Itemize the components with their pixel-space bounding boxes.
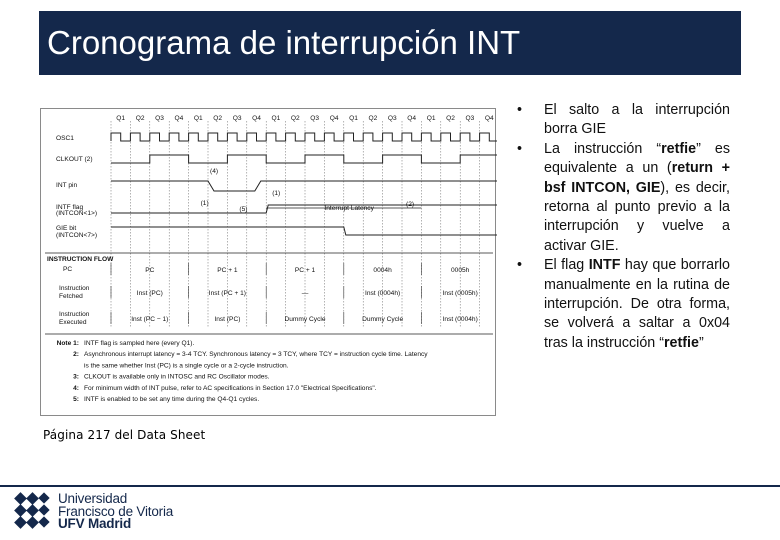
note-number: 4: [73,384,79,392]
flow-row-label: PC [63,266,73,273]
cycle-label: Q3 [155,115,164,122]
cycle-label: Q1 [193,115,203,122]
flow-row-label: Instruction [59,311,90,318]
cycle-label: Q3 [387,115,397,122]
cycle-label: Q2 [290,115,300,122]
signal-label: GIE bit [56,225,77,232]
bullet-text: ” [698,334,704,351]
marker-1b: (1) [272,190,281,197]
note-text: INTF flag is sampled here (every Q1). [84,340,195,347]
note-number: 3: [73,373,79,381]
cycle-label: Q4 [252,115,261,122]
flow-row-label: Fetched [59,293,83,300]
cycle-label: Q1 [349,115,358,122]
university-line-1: Universidad [58,491,128,506]
footer-rule [0,485,780,487]
cycle-label: Q4 [174,115,184,122]
bullet-text: retfie [661,140,697,157]
flow-cell: Inst (0004h) [442,316,478,323]
note-number: Note 1: [56,340,79,347]
flow-cell: PC [145,267,155,274]
cycle-label: Q4 [329,115,339,122]
slide-title: Cronograma de interrupción INT [47,24,521,61]
cycle-label: Q2 [368,115,378,122]
bullet-text: El salto a la interrupción borra GIE [544,102,730,138]
signal-label: INTF flag [56,204,84,211]
timing-diagram [40,108,496,416]
university-logo-icon [14,492,50,530]
university-name [58,493,173,531]
bullet-text: La instrucción “ [544,140,662,157]
bullet-text: return + bsf INTCON, GIE [544,160,730,196]
flow-cell: Inst (PC) [214,316,241,323]
flow-cell: — [301,290,309,297]
note-text: Asynchronous interrupt latency = 3-4 TCY. Synchronous latency = 3 TCY, where TCY = instruction cycle time. Latency [84,351,428,359]
cycle-label: Q1 [271,115,281,122]
bullet-text: ” es equivalente a un ( [544,140,730,177]
flow-row-label: Instruction [59,285,90,292]
timing-diagram-svg [41,109,497,417]
bullet-text: ), es decir, retorna al punto previo a la interrupción y vuelve a activar GIE. [544,179,730,254]
note-text: For minimum width of INT pulse, refer to AC specifications in Section 17.0 "Electrical Specifications". [84,384,377,392]
bullet-item [510,140,730,256]
bullet-text: El flag [544,257,589,274]
cycle-label: Q3 [232,115,242,122]
note-number: 2: [73,351,79,359]
cycle-label: Q4 [484,115,494,122]
bullet-item [510,256,730,353]
bullet-text: INTF [588,257,621,274]
bullet-list [510,101,730,353]
clkout-waveform [111,155,497,163]
university-line-3: UFV Madrid [58,516,132,531]
title-bar [39,11,741,75]
bullet-text: hay que borrarlo manualmente en la rutina de interrupción. De otra forma, se volverá a saltar a 0x04 tras la instrucción “ [544,257,730,351]
signal-label: (INTCON<7>) [56,232,98,239]
cycle-label: Q3 [465,115,475,122]
note-text: INTF is enabled to be set any time during the Q4-Q1 cycles. [84,396,260,403]
flow-cell: Inst (PC − 1) [131,316,169,323]
bullet-text: retfie [663,334,699,351]
cycle-label: Q1 [116,115,126,122]
cycle-label: Q2 [446,115,455,122]
cycle-label: Q2 [135,115,145,122]
note-text: CLKOUT is available only in INTOSC and RC Oscillator modes. [84,373,270,381]
flow-cell: Inst (PC + 1) [208,290,247,297]
note-text: is the same whether Inst (PC) is a single cycle or a 2-cycle instruction. [84,362,289,370]
marker-1a: (1) [200,200,209,207]
flow-cell: 0004h [373,267,392,274]
university-line-2: Francisco de Vitoria [58,503,174,519]
flow-cell: Dummy Cycle [284,316,326,323]
signal-label: CLKOUT (2) [56,156,93,163]
signal-label: (INTCON<1>) [56,210,98,217]
flow-cell: Inst (0005h) [442,290,478,297]
flow-cell: Inst (0004h) [365,290,401,297]
bullet-item [510,101,730,140]
int-pin-waveform [111,181,497,191]
flow-cell: PC + 1 [294,267,316,274]
flow-cell: Inst (PC) [136,290,163,297]
marker-5: (5) [239,206,248,213]
osc1-waveform [111,133,497,141]
signal-label: INT pin [56,182,78,189]
gie-bit-waveform [111,227,497,235]
note-number: 5: [73,396,79,403]
flow-title: INSTRUCTION FLOW [47,256,114,263]
cycle-label: Q3 [310,115,320,122]
latency-label: Interrupt Latency [324,205,374,212]
flow-cell: Dummy Cycle [362,316,404,323]
cycle-label: Q1 [426,115,436,122]
marker-4: (4) [210,168,219,175]
cycle-label: Q4 [407,115,417,122]
flow-row-label: Executed [59,319,87,326]
diagram-caption: Página 217 del Data Sheet [43,428,206,442]
flow-cell: PC + 1 [217,267,238,274]
cycle-label: Q2 [213,115,223,122]
latency-ref: (2) [406,201,415,208]
intf-flag-waveform [111,205,497,213]
signal-label: OSC1 [56,135,74,142]
flow-cell: 0005h [451,267,470,274]
